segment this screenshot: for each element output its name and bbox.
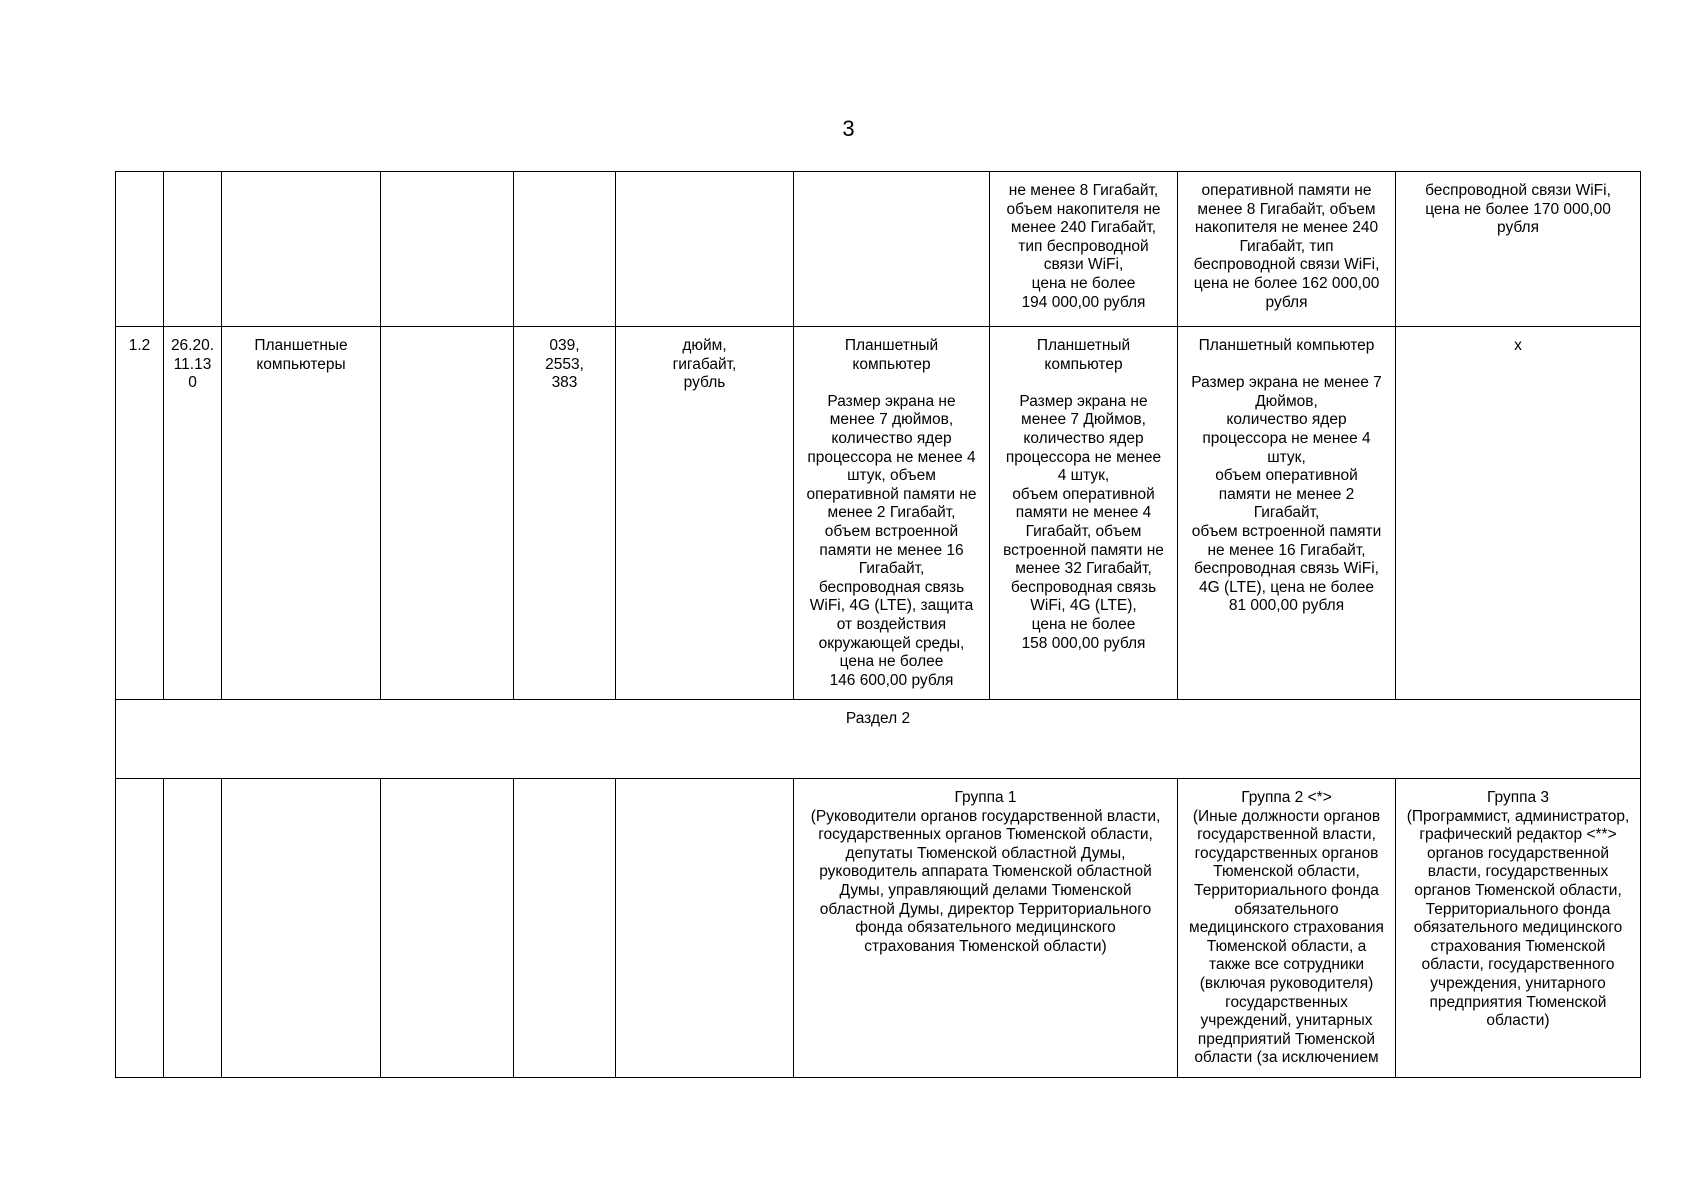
table-row-groups: [116, 779, 1641, 1078]
cell-group-3: Группа 3 (Программист, администратор, графический редактор <**> органов государственной власти, государственных органов Тюменской области, Территориального фонда обязательного медицинского страхования Тюменской области, государственного учреждения, унитарного предприятия Тюменской области): [1396, 779, 1641, 1078]
table-row-continuation: [116, 172, 1641, 327]
table-cell: [794, 172, 990, 327]
cell-okei-codes: 039, 2553, 383: [514, 327, 616, 700]
table-cell: [164, 779, 222, 1078]
cell-group2-continued: не менее 8 Гигабайт, объем накопителя не менее 240 Гигабайт, тип беспроводной связи WiFi, цена не более 194 000,00 рубля: [990, 172, 1178, 327]
page-number: 3: [842, 116, 855, 141]
section-title: Раздел 2: [116, 700, 1641, 779]
table-cell: [381, 779, 514, 1078]
cell-tablet-spec-4: x: [1396, 327, 1641, 700]
cell-tablet-spec-3: Планшетный компьютер Размер экрана не менее 7 Дюймов, количество ядер процессора не менее 4 штук, объем оперативной памяти не менее 2 Гигабайт, объем встроенной памяти не менее 16 Гигабайт, беспроводная связь WiFi, 4G (LTE), цена не более 81 000,00 рубля: [1178, 327, 1396, 700]
requirements-table: [115, 171, 1641, 1078]
table-cell: [116, 779, 164, 1078]
cell-tablet-spec-2: Планшетный компьютер Размер экрана не менее 7 Дюймов, количество ядер процессора не менее 4 штук, объем оперативной памяти не менее 4 Гигабайт, объем встроенной памяти не менее 32 Гигабайт, беспроводная связь WiFi, 4G (LTE), цена не более 158 000,00 рубля: [990, 327, 1178, 700]
cell-group3-continued: оперативной памяти не менее 8 Гигабайт, объем накопителя не менее 240 Гигабайт, тип беспроводной связи WiFi, цена не более 162 000,00 рубля: [1178, 172, 1396, 327]
cell-okpd-code: 26.20. 11.13 0: [164, 327, 222, 700]
table-cell: [381, 327, 514, 700]
table-cell: [222, 779, 381, 1078]
table-cell: [222, 172, 381, 327]
table-cell: [381, 172, 514, 327]
table-cell: [616, 172, 794, 327]
cell-tablet-spec-1: Планшетный компьютер Размер экрана не менее 7 дюймов, количество ядер процессора не менее 4 штук, объем оперативной памяти не менее 2 Гигабайт, объем встроенной памяти не менее 16 Гигабайт, беспроводная связь WiFi, 4G (LTE), защита от воздействия окружающей среды, цена не более 146 600,00 рубля: [794, 327, 990, 700]
table-cell: [514, 779, 616, 1078]
cell-group-1: Группа 1 (Руководители органов государственной власти, государственных органов Тюменской области, депутаты Тюменской областной Думы, руководитель аппарата Тюменской областной Думы, управляющий делами Тюменской областной Думы, директор Территориального фонда обязательного медицинского страхования Тюменской области): [794, 779, 1178, 1078]
cell-group-2: Группа 2 <*> (Иные должности органов государственной власти, государственных органов Тюменской области, Территориального фонда обязательного медицинского страхования Тюменской области, а также все сотрудники (включая руководителя) государственных учреждений, унитарных предприятий Тюменской области (за исключением: [1178, 779, 1396, 1078]
cell-item-name: Планшетные компьютеры: [222, 327, 381, 700]
table-cell: [164, 172, 222, 327]
cell-group4-continued: беспроводной связи WiFi, цена не более 170 000,00 рубля: [1396, 172, 1641, 327]
cell-row-number: 1.2: [116, 327, 164, 700]
section-row: [116, 700, 1641, 779]
cell-units: дюйм, гигабайт, рубль: [616, 327, 794, 700]
table-cell: [116, 172, 164, 327]
table-cell: [514, 172, 616, 327]
table-row-tablets: [116, 327, 1641, 700]
table-cell: [616, 779, 794, 1078]
